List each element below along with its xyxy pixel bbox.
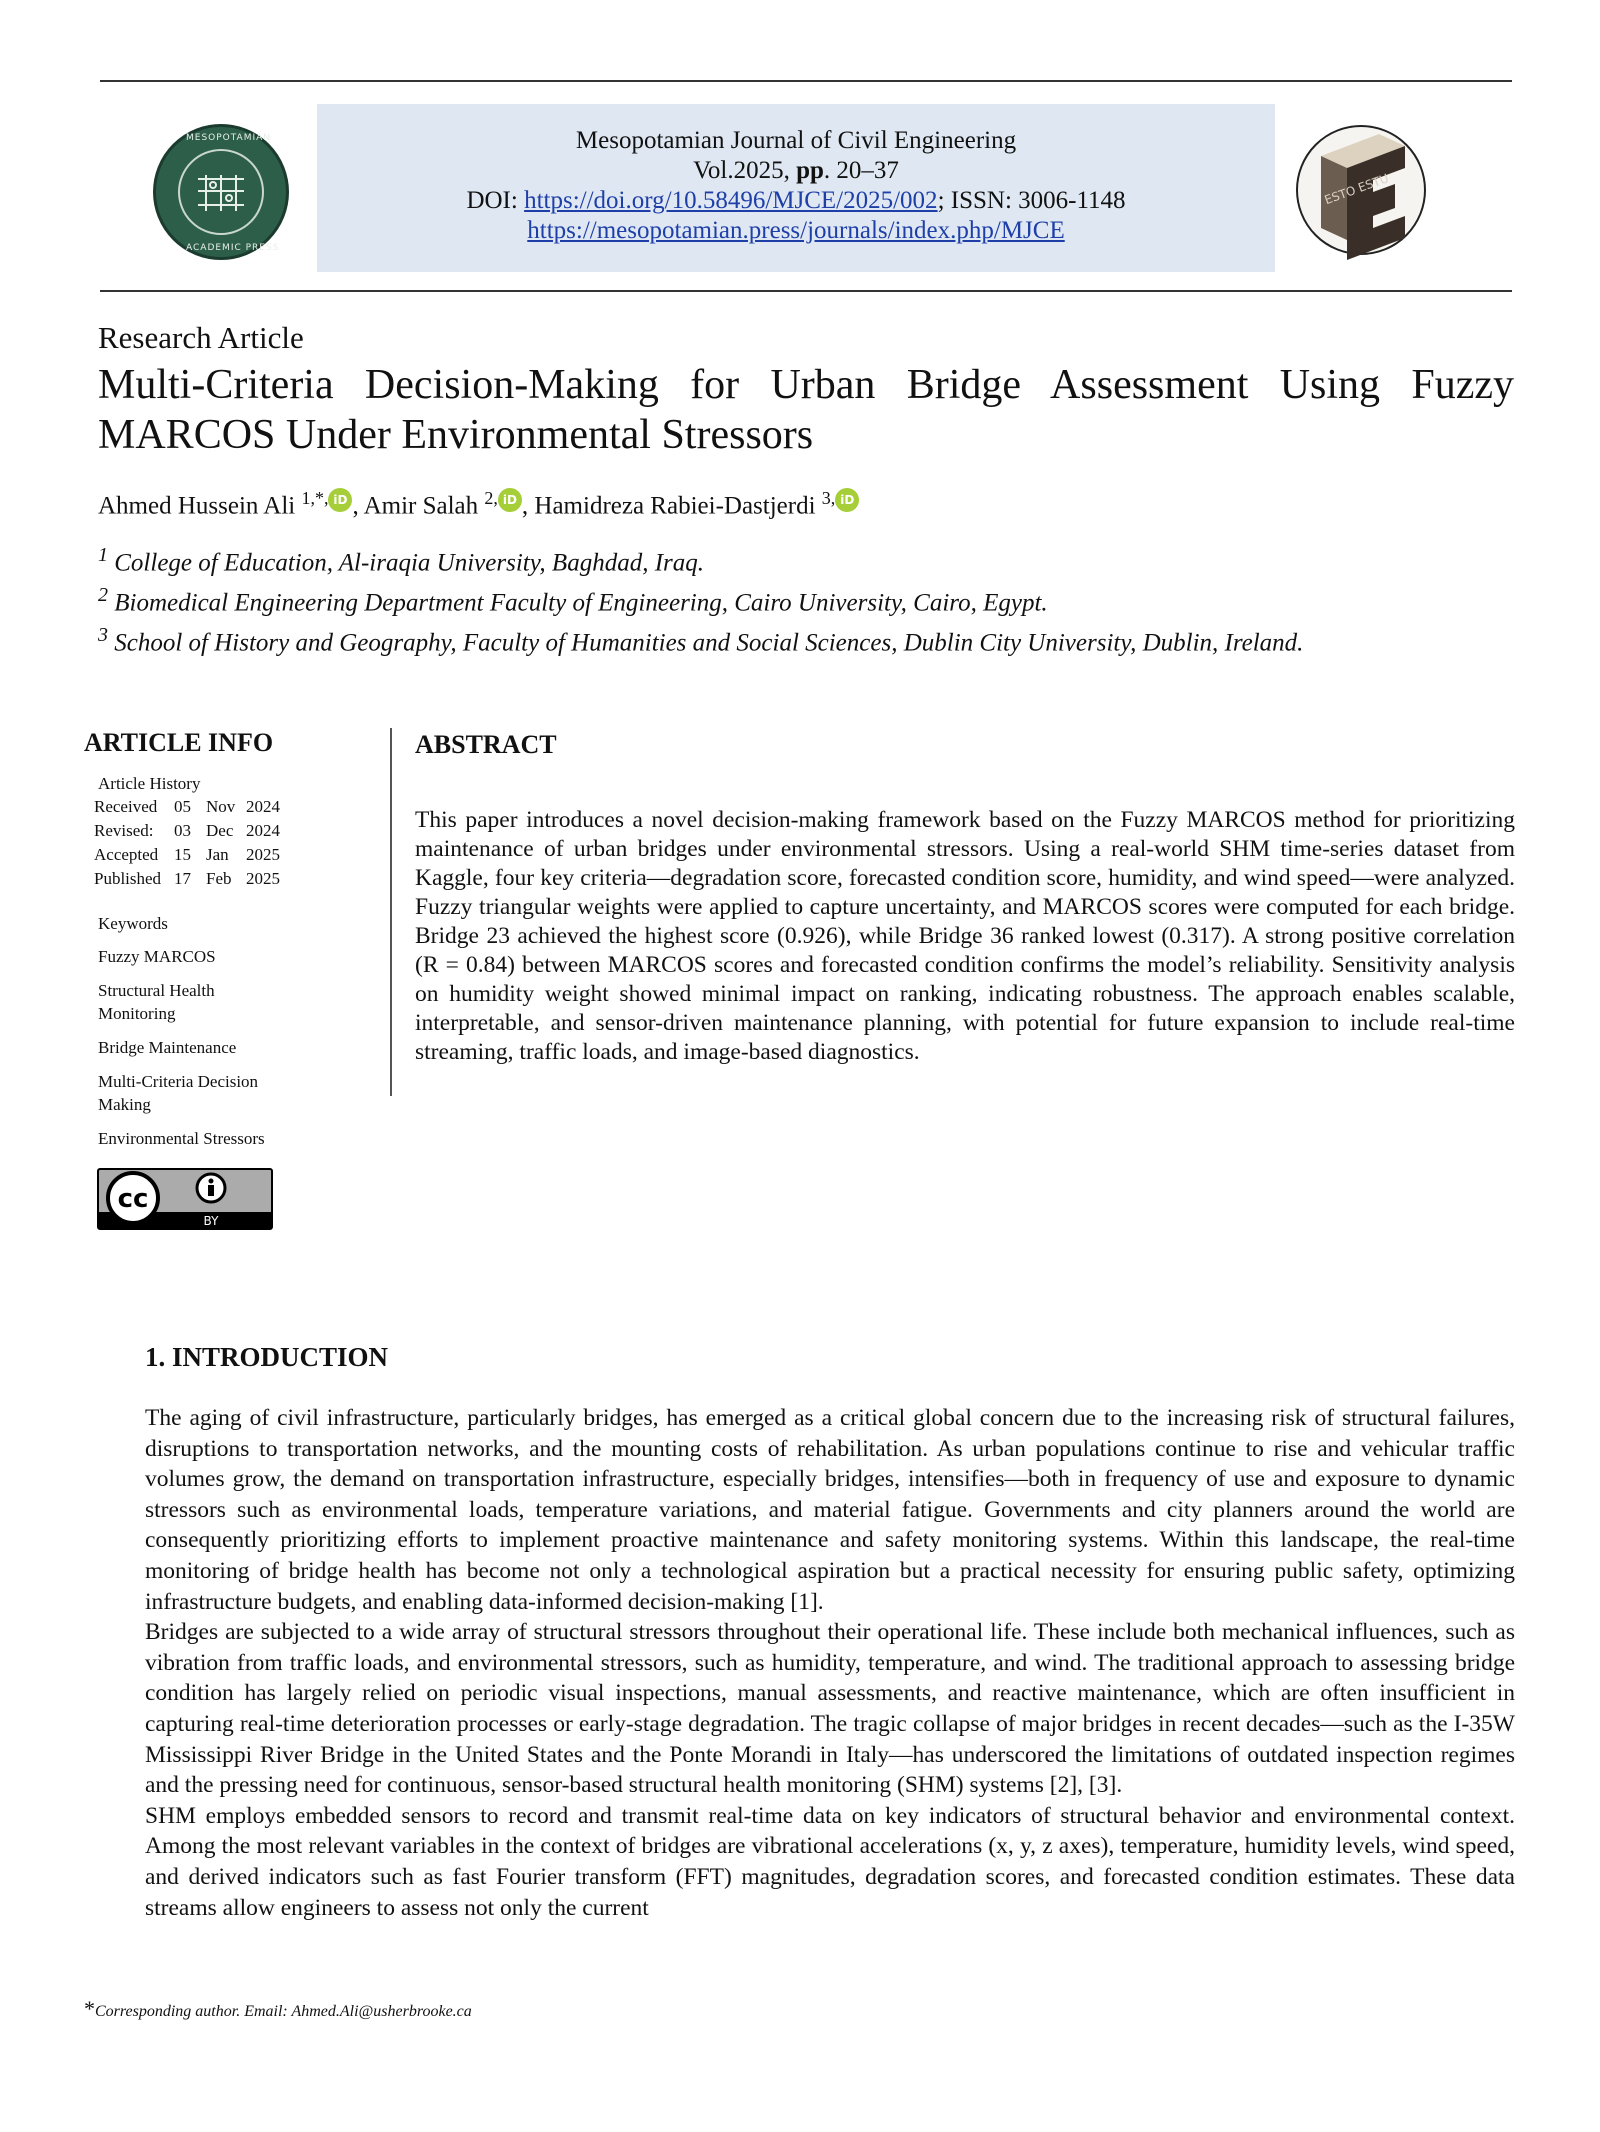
journal-name: Mesopotamian Journal of Civil Engineering: [575, 127, 1017, 154]
by-text: BY: [203, 1214, 219, 1228]
corresponding-author-footnote: [84, 1996, 472, 2022]
history-month: Dec: [206, 821, 234, 840]
section-heading: 1. INTRODUCTION: [145, 1342, 389, 1372]
paper-title: Multi-Criteria Decision-Making for Urban Bridge Assessment Using Fuzzy MARCOS Under Environmental Stressors: [98, 362, 1514, 458]
affiliation: [98, 584, 1048, 617]
paragraph: The aging of civil infrastructure, particularly bridges, has emerged as a critical global concern due to the increasing risk of structural failures, disruptions to transportation networks, and the mounting costs of rehabilitation. As urban populations continue to rise and vehicular traffic volumes grow, the demand on transportation infrastructure, especially bridges, intensifies—both in frequency of use and exposure to dynamic stressors such as environmental loads, temperature variations, and material fatigue. Governments and city planners around the world are consequently prioritizing efforts to implement proactive maintenance and safety monitoring systems. Within this landscape, the real-time monitoring of bridge health has become not only a technological aspiration but a practical necessity for ensuring public safety, optimizing infrastructure budgets, and enabling data-informed decision-making [1].: [145, 1405, 1515, 1615]
journal-url-link[interactable]: https://mesopotamian.press/journals/index.php/MJCE: [527, 217, 1065, 244]
keywords-label: Keywords: [98, 914, 168, 933]
seal-top-text: MESOPOTAMIAN: [186, 133, 272, 143]
history-row: [94, 845, 280, 865]
paragraph: SHM employs embedded sensors to record and transmit real-time data on key indicators of structural behavior and environmental context. Among the most relevant variables in the context of bridges are vibrational accelerations (x, y, z axes), temperature, humidity levels, wind speed, and derived indicators such as fast Fourier transform (FFT) magnitudes, degradation scores, and forecasted condition estimates. These data streams allow engineers to assess not only the current: [145, 1802, 1515, 1921]
history-label: Revised:: [94, 821, 154, 840]
article-type: Research Article: [98, 320, 304, 355]
affiliation-text: College of Education, Al-iraqia University, Baghdad, Iraq.: [114, 549, 705, 577]
pages-label: pp: [796, 157, 824, 184]
footnote-star: *: [84, 1996, 95, 2021]
journal-url-line: [317, 216, 1275, 246]
introduction-body: [145, 1403, 1515, 1923]
history-month: Jan: [206, 845, 229, 864]
affiliation-number: 2: [98, 584, 108, 606]
keyword: Monitoring: [98, 1004, 176, 1023]
publisher-mark-text: ESTO ESTU: [1322, 171, 1391, 208]
history-month: Nov: [206, 797, 236, 816]
publisher-seal-logo: [153, 124, 289, 260]
author-sup: 2,: [484, 488, 498, 508]
affiliation: [98, 544, 704, 577]
doi-prefix: DOI:: [466, 187, 525, 214]
affiliation-text: Biomedical Engineering Department Faculty of Engineering, Cairo University, Cairo, Egypt.: [114, 589, 1048, 617]
history-label: Article History: [98, 774, 201, 793]
doi-link[interactable]: https://doi.org/10.58496/MJCE/2025/002: [524, 187, 938, 214]
affiliation-text: School of History and Geography, Faculty of Humanities and Social Sciences, Dublin City University, Dublin, Ireland.: [114, 629, 1304, 657]
history-day: 17: [174, 869, 191, 888]
volume-prefix: Vol.2025,: [693, 157, 797, 184]
journal-header-box: [317, 104, 1275, 272]
history-row: [94, 797, 280, 817]
history-year: 2024: [246, 797, 280, 816]
paragraph: Bridges are subjected to a wide array of structural stressors throughout their operational life. These include both mechanical influences, such as vibration from traffic loads, and environmental stressors, such as humidity, temperature, and wind. The traditional approach to assessing bridge condition has largely relied on periodic visual inspections, manual assessments, and reactive maintenance, which are often insufficient in capturing real-time deterioration processes or early-stage degradation. The tragic collapse of major bridges in recent decades—such as the I-35W Mississippi River Bridge in the United States and the Ponte Morandi in Italy—has underscored the limitations of outdated inspection regimes and the pressing need for continuous, sensor-based structural health monitoring (SHM) systems [2], [3].: [145, 1619, 1515, 1799]
header-bottom-rule: [100, 290, 1512, 292]
author-name: , Amir Salah: [352, 492, 485, 520]
history-day: 03: [174, 821, 191, 840]
cc-by-license-badge[interactable]: [97, 1168, 273, 1230]
journal-volume: [317, 156, 1275, 186]
abstract-text: This paper introduces a novel decision-making framework based on the Fuzzy MARCOS method for prioritizing maintenance of urban bridges under environmental stressors. Using a real-world SHM time-series dataset from Kaggle, four key criteria—degradation score, forecasted condition score, humidity, and wind speed—were analyzed. Fuzzy triangular weights were applied to capture uncertainty, and MARCOS scores were computed for each bridge. Bridge 23 achieved the highest score (0.926), while Bridge 36 ranked lowest (0.317). A strong positive correlation (R = 0.84) between MARCOS scores and forecasted condition confirms the model’s reliability. Sensitivity analysis on humidity weight showed minimal impact on ranking, indicating robustness. The approach enables scalable, interpretable, and sensor-driven maintenance planning, with potential for future expansion to include real-time streaming, traffic loads, and image-based diagnostics.: [415, 807, 1515, 1065]
history-day: 15: [174, 845, 191, 864]
affiliation-number: 1: [98, 544, 108, 566]
history-day: 05: [174, 797, 191, 816]
seal-inner-ring: [178, 149, 264, 235]
cc-by-icon: [99, 1170, 271, 1228]
volume-pages: . 20–37: [823, 157, 899, 184]
history-month: Feb: [206, 869, 232, 888]
history-year: 2024: [246, 821, 280, 840]
keyword: Multi-Criteria Decision: [98, 1072, 259, 1091]
issn: ; ISSN: 3006-1148: [937, 187, 1126, 214]
keyword: Environmental Stressors: [98, 1129, 265, 1148]
cc-text: cc: [117, 1184, 149, 1214]
history-label: Accepted: [94, 845, 159, 864]
affiliation: [98, 624, 1303, 657]
seal-bottom-text: ACADEMIC PRESS: [186, 243, 280, 253]
keyword: Bridge Maintenance: [98, 1038, 237, 1057]
doi-line: [317, 186, 1275, 216]
seal-glyphs-icon: [180, 151, 262, 233]
esto-publisher-logo: [1293, 112, 1429, 268]
author-sup: 3,: [821, 488, 836, 508]
abstract-heading: ABSTRACT: [415, 730, 557, 759]
keyword: Structural Health: [98, 981, 215, 1000]
affiliation-number: 3: [98, 624, 108, 646]
article-info-heading: ARTICLE INFO: [84, 728, 274, 757]
footnote-text: Corresponding author. Email: Ahmed.Ali@usherbrooke.ca: [95, 2003, 472, 2020]
keyword: Fuzzy MARCOS: [98, 947, 216, 966]
keyword: Making: [98, 1095, 151, 1114]
header-top-rule: [100, 80, 1512, 82]
author-sup: 1,*,: [301, 488, 329, 508]
author-name: Ahmed Hussein Ali: [98, 492, 302, 520]
history-label: Published: [94, 869, 162, 888]
history-year: 2025: [246, 869, 280, 888]
history-label: Received: [94, 797, 158, 816]
orcid-icon[interactable]: iD: [835, 488, 859, 512]
column-divider: [390, 728, 392, 1096]
orcid-icon[interactable]: iD: [328, 488, 352, 512]
history-row: [94, 821, 280, 841]
orcid-icon[interactable]: iD: [498, 488, 522, 512]
author-list: [98, 488, 859, 520]
history-row: [94, 869, 280, 889]
author-name: , Hamidreza Rabiei-Dastjerdi: [521, 492, 822, 520]
history-year: 2025: [246, 845, 280, 864]
